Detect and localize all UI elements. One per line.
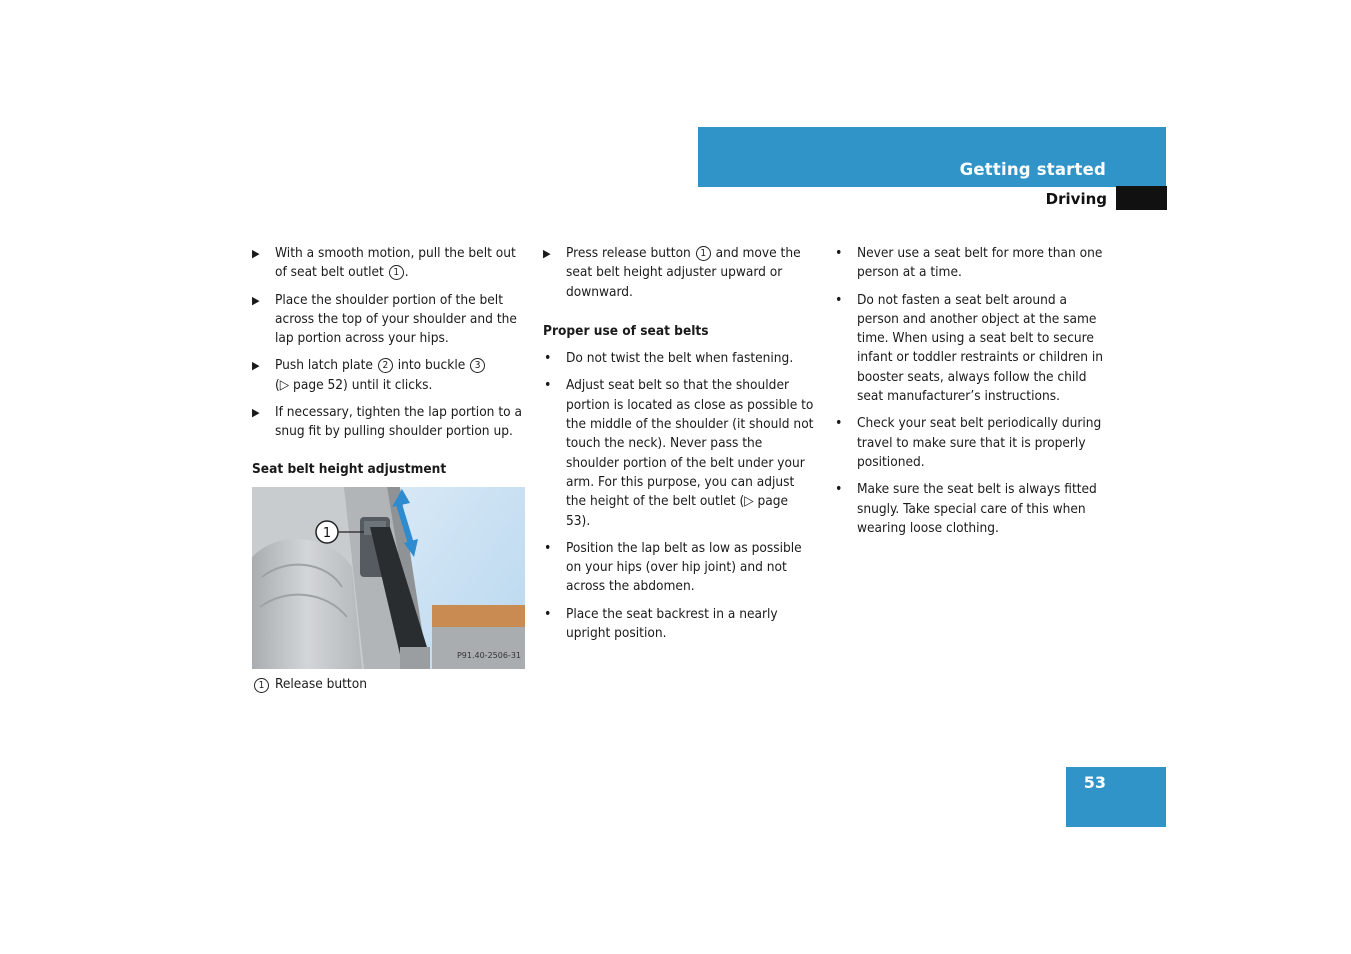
callout-number: 1: [254, 678, 269, 693]
page-number: 53: [1083, 773, 1106, 792]
figure-code: P91.40-2506-31: [456, 650, 521, 660]
figure-callout-label: 1: [322, 525, 332, 541]
page-reference-link[interactable]: (▷ page 52) until it clicks.: [275, 376, 433, 393]
step-text: If necessary, tighten the lap portion to a snug fit by pulling shoulder portion up.: [275, 404, 522, 440]
page-number-band: [1066, 767, 1166, 827]
bullet-icon: •: [835, 291, 843, 308]
bullet-icon: •: [544, 350, 552, 367]
subsection-marker-bar: [1116, 186, 1167, 210]
list-item: [834, 480, 1106, 538]
list-item: [834, 414, 1106, 472]
list-item: [543, 376, 815, 530]
list-item: [543, 605, 815, 644]
section-title: Getting started: [959, 160, 1106, 179]
list-item-text: Adjust seat belt so that the shoulder portion is located as close as possible to the middle of the shoulder (it should not touch the neck). Never pass the shoulder portion of the belt under your arm. For this purpose, you can adjust the height of the belt outlet (▷ page 53).: [566, 377, 814, 529]
callout-number: 3: [470, 358, 485, 373]
callout-number: 2: [378, 358, 393, 373]
step-text: and move the seat belt height adjuster upward or downward.: [566, 245, 801, 300]
step-text: .: [404, 264, 409, 281]
list-item-text: Place the seat backrest in a nearly upright position.: [566, 605, 778, 642]
caption-text: Release button: [275, 675, 367, 692]
arrow-icon: ▶: [252, 359, 260, 373]
seat-belt-illustration: [252, 487, 525, 669]
step-text: With a smooth motion, pull the belt out of seat belt outlet: [275, 245, 516, 281]
subheading-proper-use: Proper use of seat belts: [543, 322, 709, 339]
list-item-text: Position the lap belt as low as possible on your hips (over hip joint) and not across the abdomen.: [566, 539, 802, 595]
instruction-step: [252, 403, 524, 442]
list-item: [834, 244, 1106, 283]
list-item-text: Do not twist the belt when fastening.: [566, 350, 794, 367]
step-text: Push latch plate: [275, 357, 377, 374]
bullet-icon: •: [835, 245, 843, 261]
seat-belt-illustration-svg: [252, 487, 525, 669]
list-item: [543, 349, 815, 368]
step-text: Place the shoulder portion of the belt across the top of your shoulder and the lap portion across your hips.: [275, 291, 517, 347]
instruction-step: [252, 356, 524, 395]
step-text: Press release button: [566, 245, 695, 261]
list-item-text: Make sure the seat belt is always fitted snugly. Take special care of this when wearing loose clothing.: [857, 481, 1097, 536]
instruction-step: [252, 244, 524, 283]
callout-number: 1: [389, 265, 404, 280]
arrow-icon: ▶: [252, 247, 260, 260]
column-1: [252, 244, 524, 694]
bullet-icon: •: [544, 539, 552, 556]
arrow-icon: ▶: [252, 293, 260, 307]
bullet-icon: •: [544, 605, 552, 622]
list-item-text: Do not fasten a seat belt around a person and another object at the same time. When using a seat belt to secure infant or toddler restraints or children in booster seats, always follow the child seat manufacturer’s instructions.: [857, 291, 1104, 405]
bullet-icon: •: [835, 415, 843, 432]
list-item: [834, 291, 1106, 407]
column-3: [834, 244, 1106, 546]
column-2: [543, 244, 815, 651]
section-header-band: [698, 127, 1166, 187]
list-item-text: Check your seat belt periodically during travel to make sure that it is properly positioned.: [857, 415, 1102, 470]
arrow-icon: ▶: [252, 406, 260, 420]
figure-caption: [252, 675, 524, 694]
instruction-step: [252, 291, 524, 349]
subheading-height-adjustment: Seat belt height adjustment: [252, 460, 447, 477]
bullet-icon: •: [835, 481, 843, 498]
list-item: [543, 539, 815, 597]
list-item-text: Never use a seat belt for more than one person at a time.: [857, 245, 1103, 281]
arrow-icon: ▶: [543, 247, 551, 260]
callout-number: 1: [696, 246, 711, 261]
subsection-title: Driving: [1045, 190, 1107, 208]
bullet-icon: •: [544, 377, 552, 394]
instruction-step: [543, 244, 815, 302]
step-text: into buckle: [393, 357, 470, 374]
